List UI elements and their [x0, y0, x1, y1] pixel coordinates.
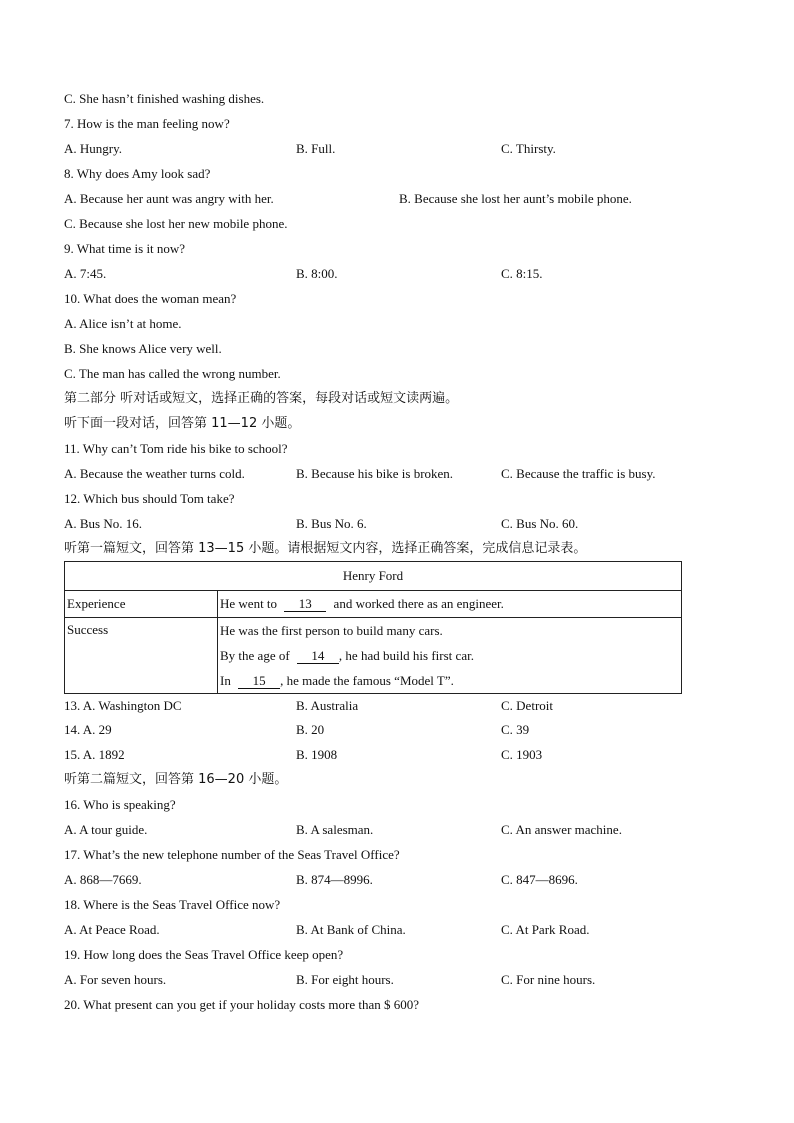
q14-option-b: B. 20	[296, 722, 325, 737]
info-record-table	[64, 561, 682, 694]
q7-option-c: C. Thirsty.	[501, 141, 556, 156]
q9-option-b: B. 8:00.	[296, 266, 338, 281]
q13-option-b: B. Australia	[296, 698, 359, 713]
q8-option-c: C. Because she lost her new mobile phone.	[64, 216, 288, 231]
passage2-instruction: 听第二篇短文，回答第 16—20 小题。	[64, 772, 288, 787]
blank-13: 13	[284, 597, 326, 612]
q18-option-a: A. At Peace Road.	[64, 922, 160, 937]
q16-option-a: A. A tour guide.	[64, 822, 148, 837]
q8-question: 8. Why does Amy look sad?	[64, 166, 211, 181]
q7-option-a: A. Hungry.	[64, 141, 123, 156]
q14-option-c: C. 39	[501, 722, 530, 737]
success-cell	[218, 618, 682, 694]
success-line-1: He was the first person to build many cars.	[220, 623, 443, 638]
q15-option-a: 15. A. 1892	[64, 747, 125, 762]
section2-title: 第二部分 听对话或短文，选择正确的答案，每段对话或短文读两遍。	[64, 391, 459, 406]
q14-option-a: 14. A. 29	[64, 722, 112, 737]
q12-option-b: B. Bus No. 6.	[296, 516, 367, 531]
q11-option-c: C. Because the traffic is busy.	[501, 466, 656, 481]
q17-option-a: A. 868—7669.	[64, 872, 142, 887]
q20-question: 20. What present can you get if your holiday costs more than $ 600?	[64, 997, 420, 1012]
q13-option-a: 13. A. Washington DC	[64, 698, 182, 713]
q17-option-b: B. 874—8996.	[296, 872, 373, 887]
q12-question: 12. Which bus should Tom take?	[64, 491, 235, 506]
blank-14: 14	[297, 649, 339, 664]
success-line-3	[220, 668, 679, 693]
q11-option-a: A. Because the weather turns cold.	[64, 466, 245, 481]
q19-option-c: C. For nine hours.	[501, 972, 596, 987]
q17-question: 17. What’s the new telephone number of the Seas Travel Office?	[64, 847, 400, 862]
q10-option-c: C. The man has called the wrong number.	[64, 366, 281, 381]
q9-question: 9. What time is it now?	[64, 241, 186, 256]
experience-label: Experience	[65, 591, 218, 618]
q15-option-c: C. 1903	[501, 747, 543, 762]
q16-option-c: C. An answer machine.	[501, 822, 622, 837]
q19-option-b: B. For eight hours.	[296, 972, 394, 987]
passage1-instruction: 听第一篇短文，回答第 13—15 小题。请根据短文内容，选择正确答案，完成信息记录表。	[64, 541, 587, 556]
q12-option-a: A. Bus No. 16.	[64, 516, 143, 531]
q10-question: 10. What does the woman mean?	[64, 291, 237, 306]
success-label: Success	[65, 618, 218, 694]
success-line-2-post: , he had build his first car.	[338, 648, 474, 663]
success-line-2-pre: By the age of	[220, 648, 290, 663]
q12-option-c: C. Bus No. 60.	[501, 516, 579, 531]
q7-option-b: B. Full.	[296, 141, 336, 156]
q16-option-b: B. A salesman.	[296, 822, 374, 837]
q6-option-c: C. She hasn’t finished washing dishes.	[64, 91, 265, 106]
q18-option-c: C. At Park Road.	[501, 922, 590, 937]
q19-option-a: A. For seven hours.	[64, 972, 167, 987]
q13-option-c: C. Detroit	[501, 698, 553, 713]
experience-pre: He went to	[220, 596, 278, 611]
q17-option-c: C. 847—8696.	[501, 872, 578, 887]
table-title: Henry Ford	[65, 562, 682, 591]
q16-question: 16. Who is speaking?	[64, 797, 176, 812]
blank-15: 15	[238, 674, 280, 689]
q19-question: 19. How long does the Seas Travel Office keep open?	[64, 947, 344, 962]
q11-option-b: B. Because his bike is broken.	[296, 466, 454, 481]
q10-option-b: B. She knows Alice very well.	[64, 341, 222, 356]
q10-option-a: A. Alice isn’t at home.	[64, 316, 182, 331]
success-line-3-pre: In	[220, 673, 231, 688]
q11-question: 11. Why can’t Tom ride his bike to school?	[64, 441, 288, 456]
dialogue-instruction: 听下面一段对话，回答第 11—12 小题。	[64, 416, 301, 431]
q8-option-b: B. Because she lost her aunt’s mobile phone.	[399, 191, 632, 206]
q18-question: 18. Where is the Seas Travel Office now?	[64, 897, 281, 912]
q7-question: 7. How is the man feeling now?	[64, 116, 230, 131]
q18-option-b: B. At Bank of China.	[296, 922, 406, 937]
q8-option-a: A. Because her aunt was angry with her.	[64, 191, 274, 206]
q15-option-b: B. 1908	[296, 747, 338, 762]
q9-option-c: C. 8:15.	[501, 266, 543, 281]
experience-post: and worked there as an engineer.	[333, 596, 504, 611]
experience-cell	[218, 591, 682, 618]
success-line-3-post: , he made the famous “Model T”.	[280, 673, 454, 688]
q9-option-a: A. 7:45.	[64, 266, 107, 281]
success-line-2	[220, 643, 679, 668]
